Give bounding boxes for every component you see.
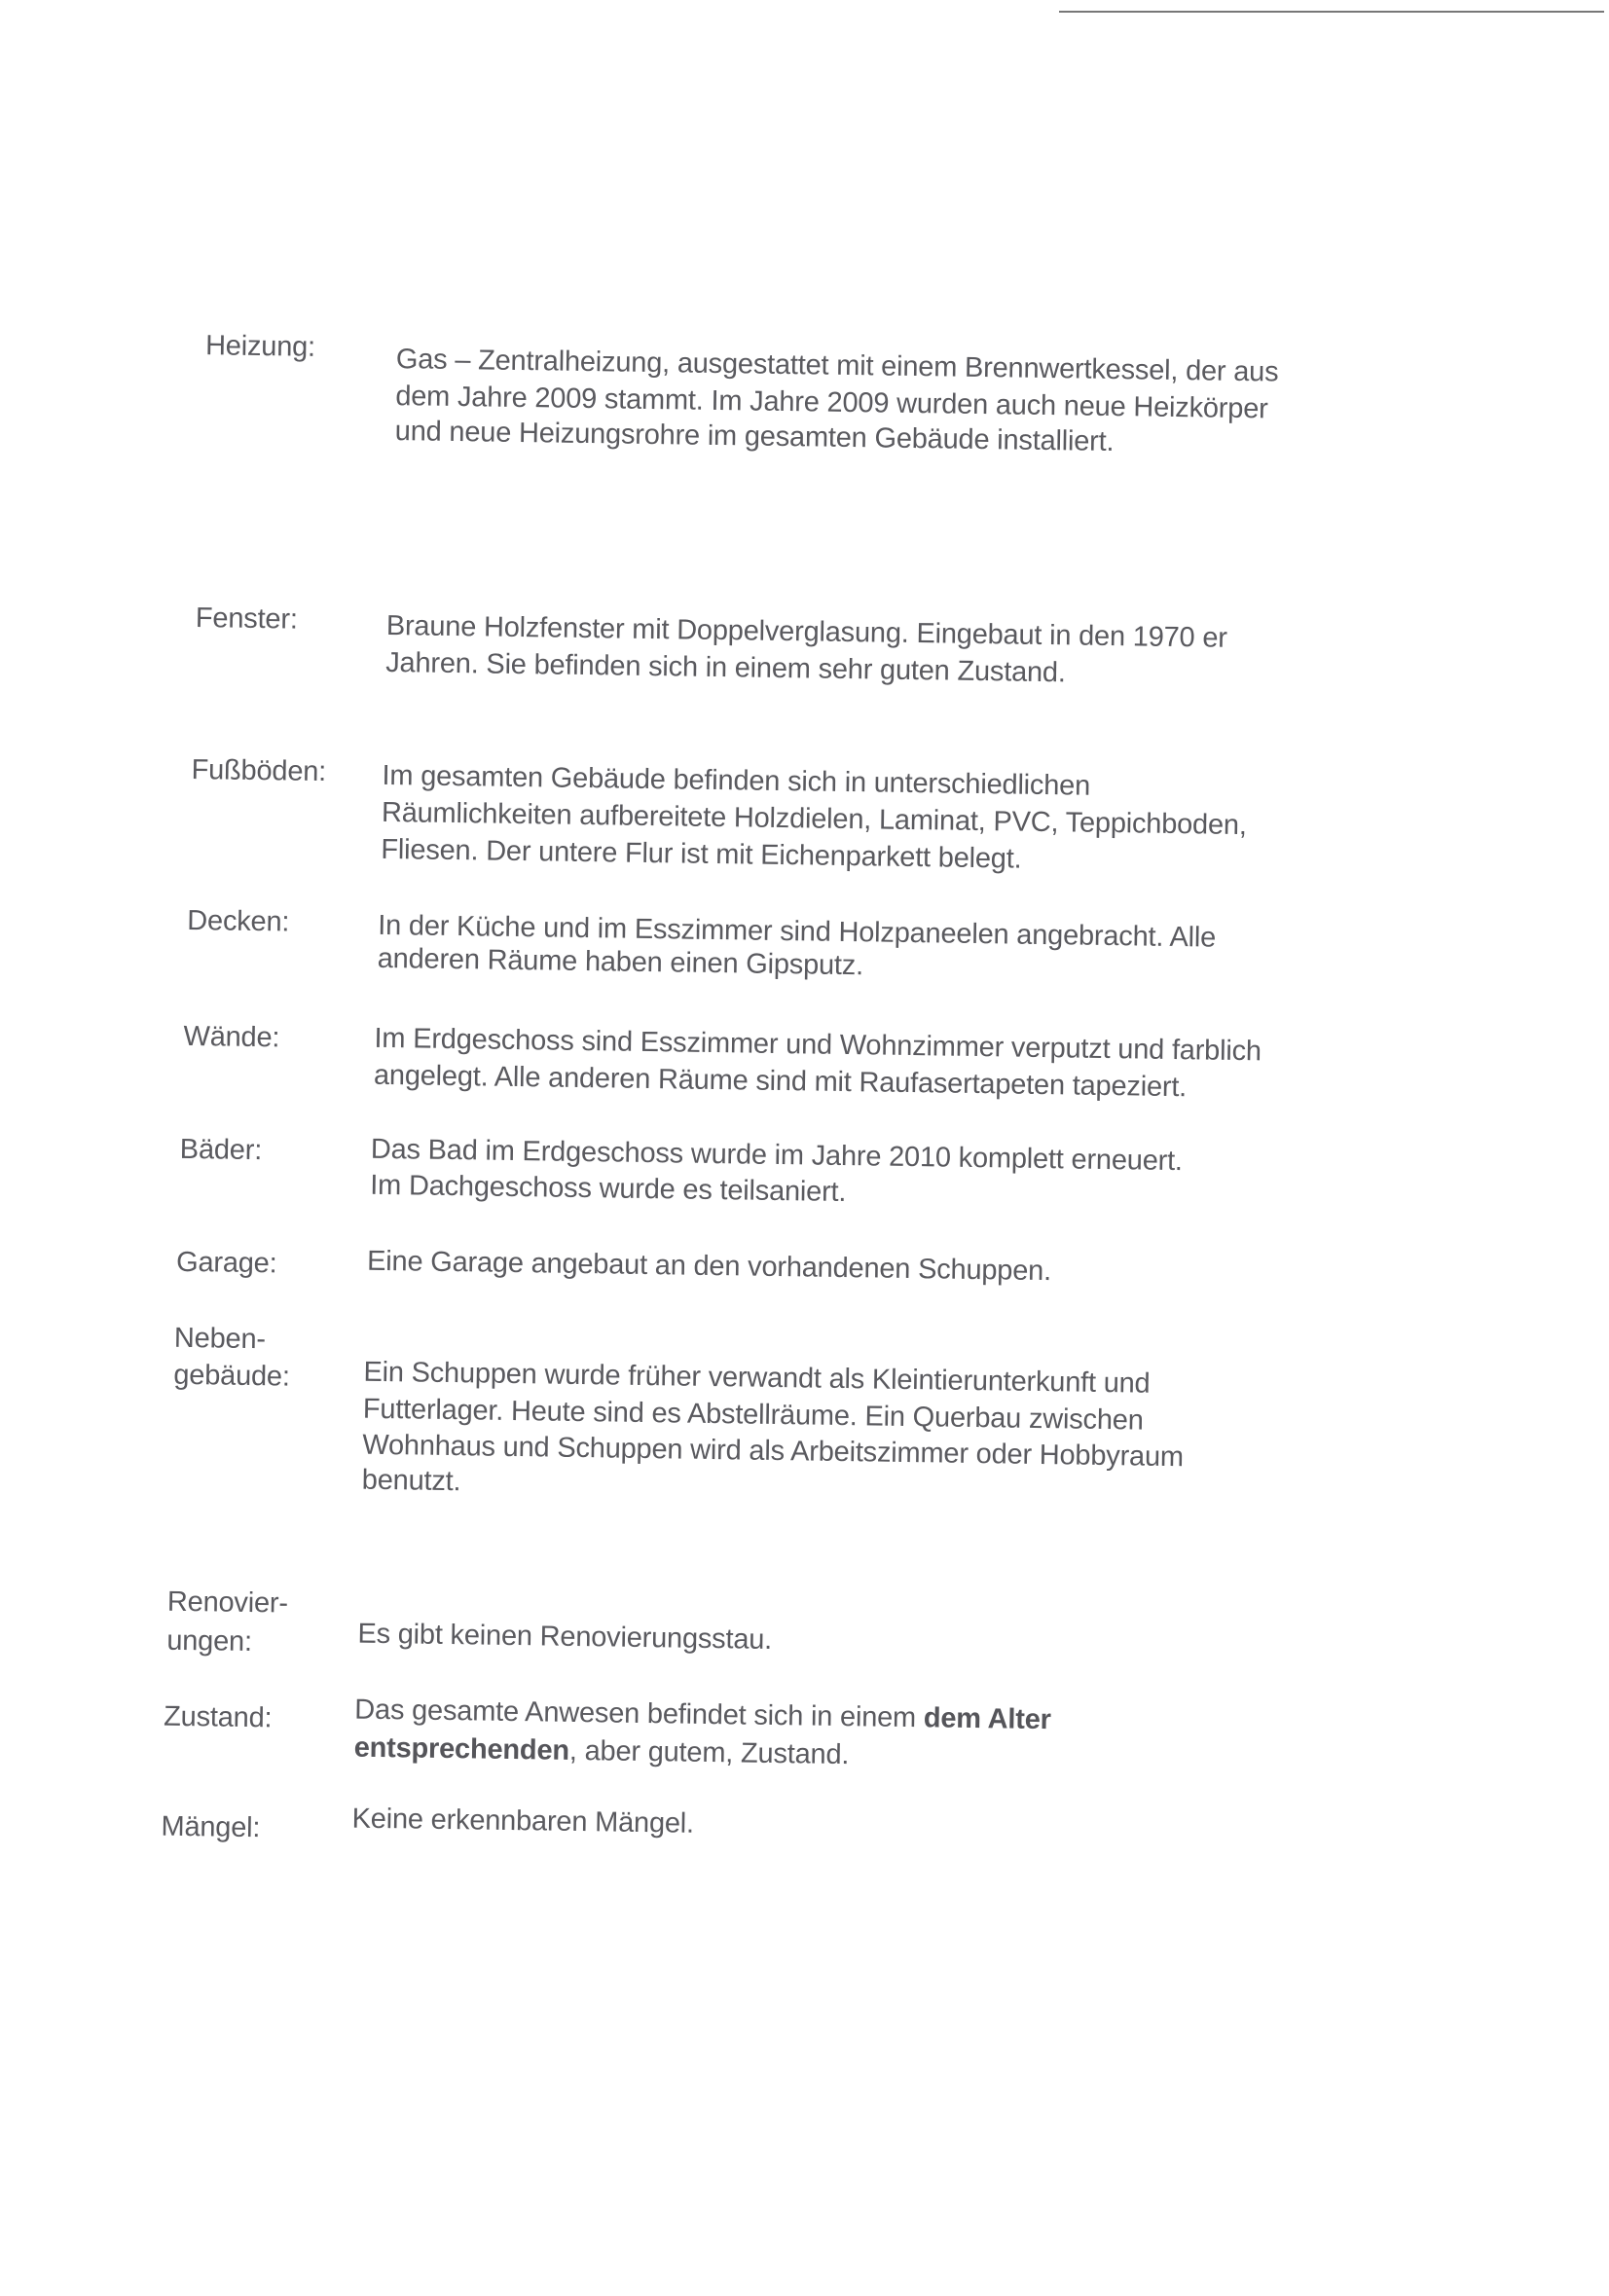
zustand-emphasis: dem Alter	[923, 1702, 1051, 1736]
fenster-line-1: Braune Holzfenster mit Doppelverglasung. Eingebaut in den 1970 er	[385, 609, 1227, 654]
label-baeder: Bäder:	[179, 1133, 263, 1167]
heizung-line-1: Gas – Zentralheizung, ausgestattet mit einem Brennwertkessel, der aus	[395, 344, 1279, 388]
label-fussboeden: Fußböden:	[191, 753, 327, 788]
heizung-line-3: und neue Heizungsrohre im gesamten Gebäude installiert.	[394, 416, 1115, 458]
fussboeden-line-2: Räumlichkeiten aufbereitete Holzdielen, Laminat, PVC, Teppichboden,	[381, 796, 1247, 842]
waende-line-1: Im Erdgeschoss sind Esszimmer und Wohnzimmer verputzt und farblich	[374, 1022, 1262, 1068]
label-waende: Wände:	[183, 1020, 280, 1054]
top-rule-line	[1059, 11, 1604, 13]
label-heizung: Heizung:	[204, 330, 316, 363]
zustand-text: , aber gutem, Zustand.	[568, 1734, 850, 1771]
zustand-line-2	[353, 1731, 849, 1773]
heizung-line-2: dem Jahre 2009 stammt. Im Jahre 2009 wurden auch neue Heizkörper	[395, 381, 1268, 425]
baeder-line-1: Das Bad im Erdgeschoss wurde im Jahre 2010 komplett erneuert.	[370, 1133, 1184, 1178]
label-renovierungen-2: ungen:	[166, 1624, 253, 1658]
label-renovierungen-1: Renovier-	[166, 1585, 289, 1620]
label-nebengebaeude-1: Neben-	[173, 1322, 267, 1356]
nebengebaeude-line-1: Ein Schuppen wurde früher verwandt als Kleintierunterkunft und	[363, 1356, 1151, 1400]
baeder-line-2: Im Dachgeschoss wurde es teilsaniert.	[370, 1169, 847, 1209]
nebengebaeude-line-3: Wohnhaus und Schuppen wird als Arbeitszimmer oder Hobbyraum	[362, 1429, 1185, 1474]
nebengebaeude-line-4: benutzt.	[361, 1464, 461, 1498]
garage-line-1: Eine Garage angebaut an den vorhandenen Schuppen.	[366, 1245, 1052, 1288]
zustand-emphasis: entsprechenden	[353, 1731, 570, 1767]
nebengebaeude-line-2: Futterlager. Heute sind es Abstellräume. Ein Querbau zwischen	[362, 1393, 1144, 1437]
fenster-line-2: Jahren. Sie befinden sich in einem sehr guten Zustand.	[385, 646, 1066, 689]
fussboeden-line-3: Fliesen. Der untere Flur ist mit Eichenparkett belegt.	[381, 833, 1022, 875]
renovierungen-line-1: Es gibt keinen Renovierungsstau.	[357, 1618, 773, 1656]
label-nebengebaeude-2: gebäude:	[173, 1359, 290, 1393]
fussboeden-line-1: Im gesamten Gebäude befinden sich in unterschiedlichen	[382, 759, 1091, 802]
label-zustand: Zustand:	[163, 1700, 273, 1734]
label-decken: Decken:	[187, 904, 290, 938]
maengel-line-1: Keine erkennbaren Mängel.	[351, 1803, 695, 1840]
zustand-text: Das gesamte Anwesen befindet sich in einem	[354, 1694, 925, 1734]
decken-line-2: anderen Räume haben einen Gipsputz.	[377, 942, 864, 982]
label-maengel: Mängel:	[161, 1810, 261, 1844]
label-garage: Garage:	[175, 1246, 277, 1280]
decken-line-1: In der Küche und im Esszimmer sind Holzpaneelen angebracht. Alle	[378, 909, 1217, 954]
waende-line-2: angelegt. Alle anderen Räume sind mit Raufasertapeten tapeziert.	[373, 1059, 1188, 1104]
label-fenster: Fenster:	[195, 602, 298, 636]
